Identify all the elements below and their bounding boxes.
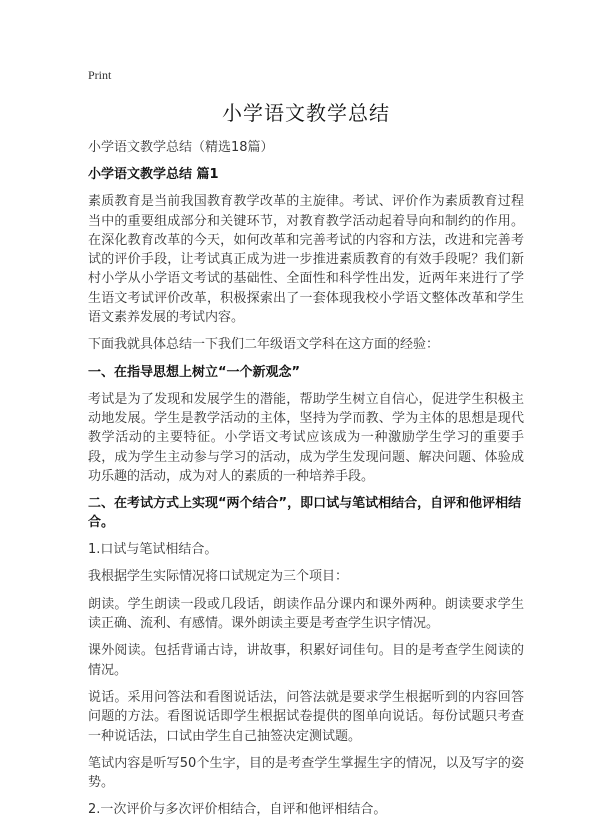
- paragraph: 课外阅读。包括背诵古诗，讲故事，积累好词佳句。目的是考查学生阅读的情况。: [88, 643, 524, 678]
- section-heading: 二、在考试方式上实现“两个结合”，即口试与笔试相结合，自评和他评相结合。: [88, 496, 522, 531]
- paragraph: 说话。采用问答法和看图说话法，问答法就是要求学生根据听到的内容回答问题的方法。看图说话即学生根据试卷提供的图单向说话。每份试题只考查一种说话法，口试由学生自己抽签决定测试题。: [88, 689, 524, 744]
- paragraph: 1.口试与笔试相结合。: [88, 542, 218, 558]
- subtitle: 小学语文教学总结（精选18篇）: [88, 140, 274, 155]
- paragraph: 素质教育是当前我国教育教学改革的主旋律。考试、评价作为素质教育过程当中的重要组成部分和关键环节，对教育教学活动起着导向和制约的作用。在深化教育改革的今天，如何改革和完善考试的内容和方法，改进和完善考试的评价手段，让考试真正成为进一步推进素质教育的有效手段呢？我们新村小学从小学语文考试的基础性、全面性和科学性出发，近两年来进行了学生语文考试评价改革，积极探索出了一套体现我校小学语文整体改革和学生语文素养发展的考试内容。: [88, 194, 524, 326]
- paragraph: 朗读。学生朗读一段或几段话，朗读作品分课内和课外两种。朗读要求学生读正确、流利、有感情。课外朗读主要是考查学生识字情况。: [88, 596, 524, 632]
- print-label[interactable]: Print: [88, 68, 112, 82]
- paragraph: 我根据学生实际情况将口试规定为三个项目：: [88, 569, 349, 585]
- paragraph: 笔试内容是听写50个生字，目的是考查学生掌握生字的情况，以及写字的姿势。: [88, 755, 524, 791]
- document-page: [88, 68, 524, 828]
- paragraph: 2.一次评价与多次评价相结合，自评和他评相结合。: [88, 802, 387, 818]
- paragraph: 考试是为了发现和发展学生的潜能，帮助学生树立自信心，促进学生积极主动地发展。学生是教学活动的主体，坚持为学而教、学为主体的思想是现代教学活动的主要特征。小学语文考试应该成为一种激励学生学习的重要手段，成为学生主动参与学习的活动，成为学生发现问题、解决问题、体验成功乐趣的活动，成为对人的素质的一种培养手段。: [88, 391, 524, 484]
- paragraph: 下面我就具体总结一下我们二年级语文学科在这方面的经验：: [88, 337, 440, 353]
- article-heading: 小学语文教学总结 篇1: [88, 167, 219, 183]
- section-heading: 一、在指导思想上树立“一个新观念”: [88, 364, 301, 380]
- page-title: 小学语文教学总结: [222, 101, 390, 125]
